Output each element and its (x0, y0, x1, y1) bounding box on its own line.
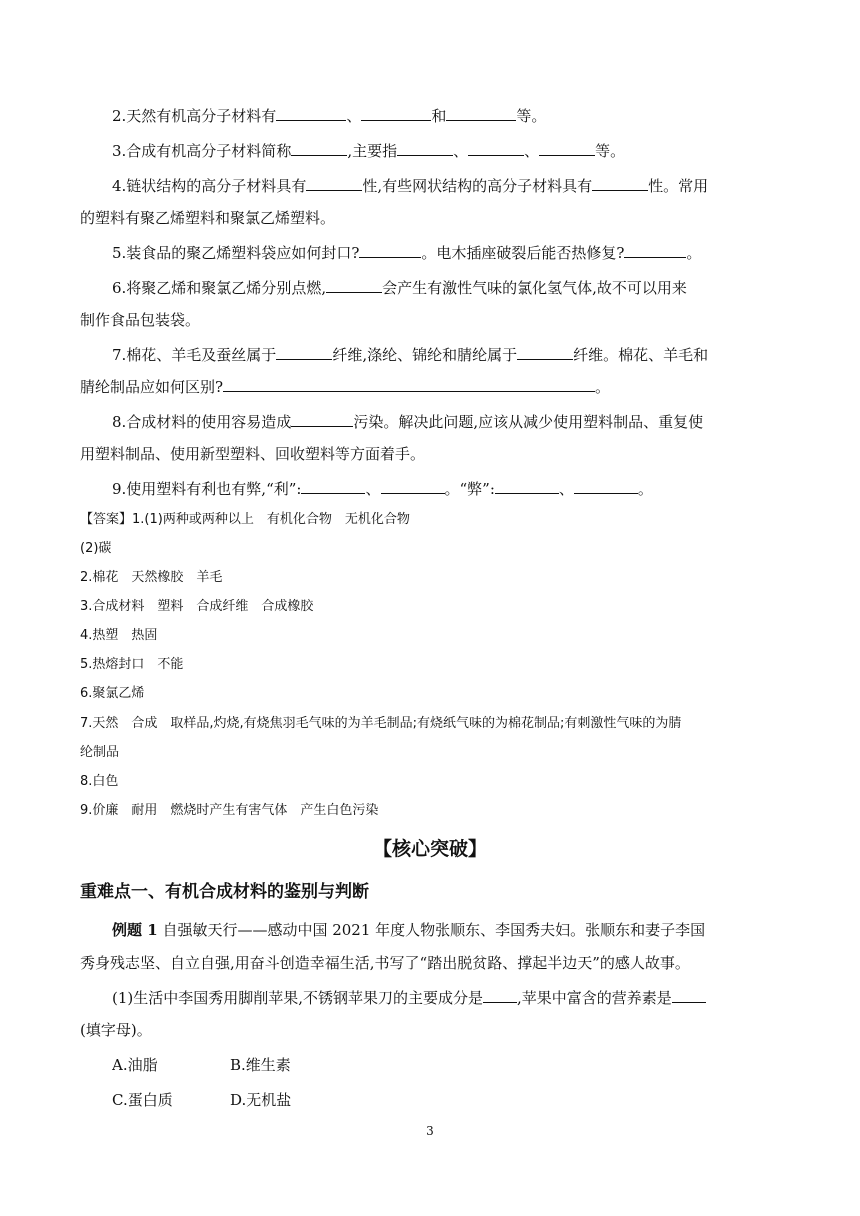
blank (397, 140, 453, 156)
blank (495, 478, 559, 494)
answer-5: 5.热熔封口 不能 (80, 657, 184, 672)
blank (624, 242, 686, 258)
question-4-cont: 的塑料有聚乙烯塑料和聚氯乙烯塑料。 (80, 209, 336, 227)
question-6-cont: 制作食品包装袋。 (80, 311, 201, 329)
question-4: 4.链状结构的高分子材料具有 性,有些网状结构的高分子材料具有 性。常用 (112, 177, 709, 195)
blank (446, 105, 516, 121)
question-7-cont: 腈纶制品应如何区别? 。 (80, 378, 611, 396)
answer-1: 【答案】1.(1)两种或两种以上 有机化合物 无机化合物 (80, 512, 410, 527)
answer-6: 6.聚氯乙烯 (80, 686, 145, 701)
answer-4: 4.热塑 热固 (80, 628, 158, 643)
question-8: 8.合成材料的使用容易造成 污染。解决此问题,应该从减少使用塑料制品、重复使 (112, 413, 704, 431)
subheading: 重难点一、有机合成材料的鉴别与判断 (80, 882, 369, 902)
blank (539, 140, 595, 156)
question-5: 5.装食品的聚乙烯塑料袋应如何封口? 。电木插座破裂后能否热修复? 。 (112, 244, 702, 262)
blank (381, 478, 445, 494)
section-title: 【核心突破】 (372, 838, 487, 860)
blank (517, 344, 573, 360)
option-d: D.无机盐 (230, 1091, 292, 1109)
example-1-question: (1)生活中李国秀用脚削苹果,不锈钢苹果刀的主要成分是 ,苹果中富含的营养素是 (112, 987, 780, 1009)
blank (223, 376, 595, 392)
options-row-1 (112, 1054, 780, 1076)
option-c: C.蛋白质 (112, 1091, 173, 1109)
answer-1-part2: (2)碳 (80, 541, 112, 556)
option-a: A.油脂 (112, 1056, 158, 1074)
blank (483, 987, 517, 1003)
blank (291, 140, 347, 156)
blank (306, 175, 362, 191)
blank (291, 411, 353, 427)
blank (468, 140, 524, 156)
question-3: 3.合成有机高分子材料简称 ,主要指 、 、 等。 (112, 142, 626, 160)
blank (326, 277, 382, 293)
answer-2: 2.棉花 天然橡胶 羊毛 (80, 570, 223, 585)
blank (574, 478, 638, 494)
blank (276, 105, 346, 121)
blank (361, 105, 431, 121)
option-b: B.维生素 (230, 1056, 291, 1074)
question-2: 2.天然有机高分子材料有 、 和 等。 (112, 107, 547, 125)
blank (301, 478, 365, 494)
answer-7: 7.天然 合成 取样品,灼烧,有烧焦羽毛气味的为羊毛制品;有烧纸气味的为棉花制品;有刺激性气味的为腈 (80, 716, 682, 731)
answer-8: 8.白色 (80, 774, 119, 789)
blank (359, 242, 421, 258)
answer-3: 3.合成材料 塑料 合成纤维 合成橡胶 (80, 599, 314, 614)
example-1: 例题 1 自强敏天行——感动中国 2021 年度人物张顺东、李国秀夫妇。张顺东和妻子李国 (112, 921, 706, 939)
example-label: 例题 1 (112, 921, 158, 939)
example-1-question-cont: (填字母)。 (80, 1021, 152, 1039)
question-7: 7.棉花、羊毛及蚕丝属于 纤维,涤纶、锦纶和腈纶属于 纤维。棉花、羊毛和 (112, 346, 709, 364)
answer-9: 9.价廉 耐用 燃烧时产生有害气体 产生白色污染 (80, 803, 379, 818)
question-6: 6.将聚乙烯和聚氯乙烯分别点燃, 会产生有激性气味的氯化氢气体,故不可以用来 (112, 279, 687, 297)
question-9: 9.使用塑料有利也有弊,“利”: 、 。“弊”: 、 。 (112, 480, 653, 498)
options-row-2 (112, 1089, 780, 1111)
answer-7-cont: 纶制品 (80, 745, 120, 760)
blank (276, 344, 332, 360)
blank (672, 987, 706, 1003)
question-8-cont: 用塑料制品、使用新型塑料、回收塑料等方面着手。 (80, 445, 426, 463)
q2-text: 2.天然有机高分子材料有 (112, 107, 277, 125)
blank (592, 175, 648, 191)
example-1-cont: 秀身残志坚、自立自强,用奋斗创造幸福生活,书写了“踏出脱贫路、撑起半边天”的感人故事。 (80, 954, 690, 972)
page-number: 3 (426, 1124, 434, 1138)
